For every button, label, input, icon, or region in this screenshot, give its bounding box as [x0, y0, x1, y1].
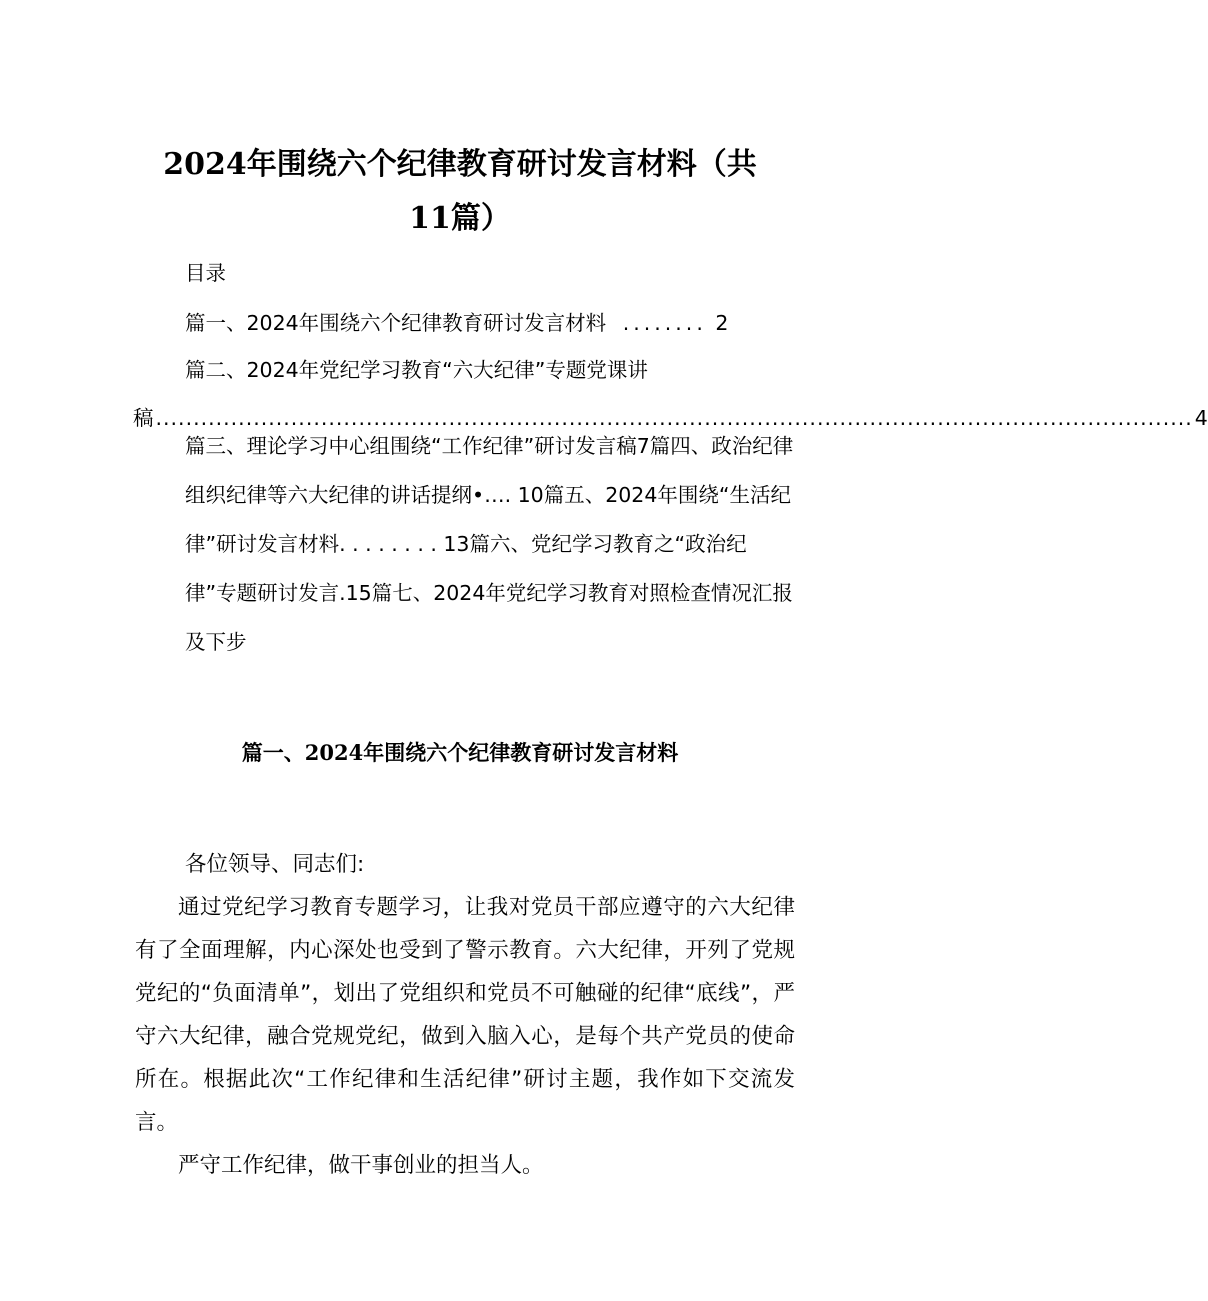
salutation: 各位领导、同志们:: [185, 852, 365, 877]
toc-merged-paragraph: 篇三、理论学习中心组围绕“工作纪律”研讨发言稿7篇四、政治纪律组织纪律等六大纪律的讲话提纲•…. 10篇五、2024年围绕“生活纪律”研讨发言材料. . . . . . . . 13篇六、党纪学习教育之“政治纪律”专题研讨发言.15篇七、2024年党纪学习教育对照检查情况汇报及下步: [185, 434, 794, 654]
body-paragraph-1: 通过党纪学习教育专题学习，让我对党员干部应遵守的六大纪律有了全面理解，内心深处也受到了警示教育。六大纪律，开列了党规党纪的“负面清单”，划出了党组织和党员不可触碰的纪律“底线”，严守六大纪律，融合党规党纪，做到入脑入心，是每个共产党员的使命所在。根据此次“工作纪律和生活纪律”研讨主题，我作如下交流发言。: [135, 895, 795, 1135]
document-title: [140, 138, 780, 246]
toc-entry-2-dots: ..........................................................................................................................................: [155, 406, 1193, 430]
body-paragraph-2: 严守工作纪律，做干事创业的担当人。: [178, 1153, 544, 1178]
title-line-1: 2024年围绕六个纪律教育研讨发言材料（共: [163, 147, 757, 182]
toc-entry-1[interactable]: [185, 309, 770, 337]
toc-heading: 目录: [185, 261, 226, 285]
toc-entry-2-label-end: 稿: [133, 406, 154, 430]
toc-entry-2-line-1[interactable]: 篇二、2024年党纪学习教育“六大纪律”专题党课讲: [185, 358, 648, 382]
body-text: [135, 843, 795, 1187]
toc-merged-entries: [185, 422, 795, 667]
title-line-2: 11篇）: [409, 201, 511, 236]
toc-entry-2-page: 4: [1194, 406, 1208, 430]
toc-entry-1-label: 篇一、2024年围绕六个纪律教育研讨发言材料: [185, 311, 607, 335]
toc-entry-1-page: 2: [715, 311, 729, 335]
section-heading: 篇一、2024年围绕六个纪律教育研讨发言材料: [241, 740, 679, 765]
toc-entry-1-dots: ........: [622, 311, 707, 335]
